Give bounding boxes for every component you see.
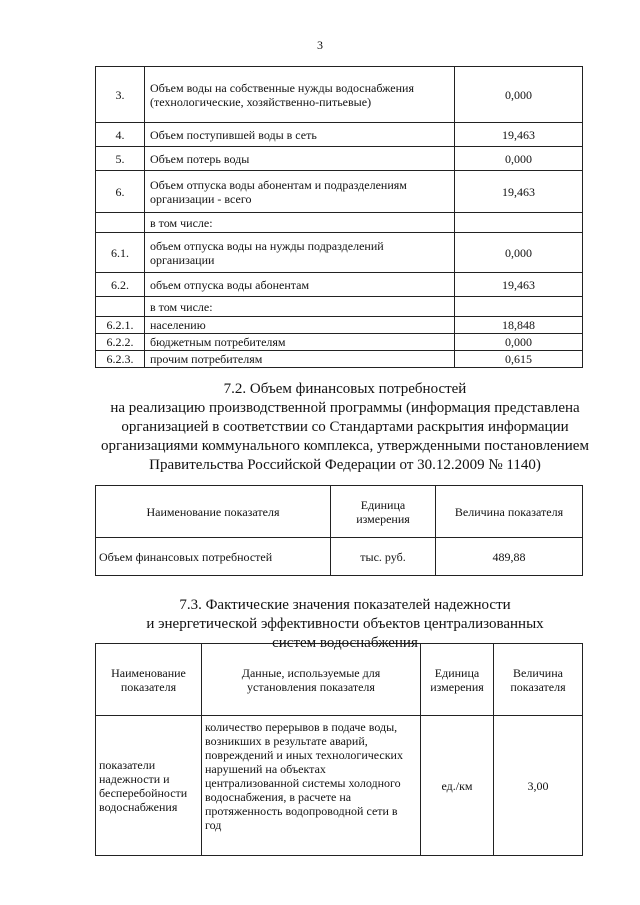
table-header-row	[96, 644, 583, 716]
table-header-row	[96, 486, 583, 538]
table-row	[96, 716, 583, 856]
row-name: Объем отпуска воды абонентам и подразделениям организации - всего	[145, 171, 455, 213]
row-value: 0,000	[455, 334, 583, 351]
row-value	[455, 297, 583, 317]
row-number: 6.	[96, 171, 145, 213]
row-name: в том числе:	[145, 213, 455, 233]
heading-line: организацией в соответствии со Стандартами раскрытия информации	[121, 419, 569, 435]
financial-needs-table	[95, 485, 583, 576]
row-number: 3.	[96, 67, 145, 123]
row-number: 6.2.	[96, 273, 145, 297]
row-description: количество перерывов в подаче воды, возникших в результате аварий, повреждений и иных технологических нарушений на объектах централизованной системы холодного водоснабжения, в расчете на протяженность водопроводной сети в год	[202, 716, 421, 856]
page-number: 3	[317, 38, 323, 52]
column-header: Единица измерения	[421, 644, 494, 716]
heading-line: организациями коммунального комплекса, утвержденными постановлением	[101, 438, 589, 454]
row-number: 6.2.1.	[96, 317, 145, 334]
table-row	[96, 123, 583, 147]
table-row	[96, 297, 583, 317]
heading-line: Правительства Российской Федерации от 30.12.2009 № 1140)	[149, 457, 541, 473]
column-header: Величина показателя	[494, 644, 583, 716]
row-name: прочим потребителям	[145, 351, 455, 368]
table-row	[96, 334, 583, 351]
row-unit: ед./км	[421, 716, 494, 856]
row-name: объем отпуска воды на нужды подразделений организации	[145, 233, 455, 273]
table-row	[96, 538, 583, 576]
table-row	[96, 171, 583, 213]
heading-line: систем водоснабжения	[272, 635, 418, 651]
table-row	[96, 351, 583, 368]
table-row	[96, 273, 583, 297]
row-value: 19,463	[455, 171, 583, 213]
water-volume-table	[95, 66, 583, 368]
row-number: 5.	[96, 147, 145, 171]
row-name: Объем поступившей воды в сеть	[145, 123, 455, 147]
heading-line: на реализацию производственной программы (информация представлена	[110, 400, 580, 416]
row-name: объем отпуска воды абонентам	[145, 273, 455, 297]
heading-line: 7.2. Объем финансовых потребностей	[223, 381, 467, 397]
table-row	[96, 147, 583, 171]
row-name: бюджетным потребителям	[145, 334, 455, 351]
reliability-table	[95, 643, 583, 856]
row-value: 0,615	[455, 351, 583, 368]
row-value: 489,88	[436, 538, 583, 576]
row-value: 18,848	[455, 317, 583, 334]
column-header: Величина показателя	[436, 486, 583, 538]
row-name: Объем потерь воды	[145, 147, 455, 171]
row-value: 19,463	[455, 123, 583, 147]
row-value	[455, 213, 583, 233]
column-header: Наименование показателя	[96, 486, 331, 538]
row-unit: тыс. руб.	[331, 538, 436, 576]
row-name: показатели надежности и бесперебойности водоснабжения	[96, 716, 202, 856]
row-number	[96, 297, 145, 317]
row-value: 0,000	[455, 147, 583, 171]
column-header: Данные, используемые для установления показателя	[202, 644, 421, 716]
row-name: Объем финансовых потребностей	[96, 538, 331, 576]
section-7-2-heading	[95, 380, 595, 475]
row-value: 3,00	[494, 716, 583, 856]
table-row	[96, 67, 583, 123]
row-value: 0,000	[455, 67, 583, 123]
row-number: 6.1.	[96, 233, 145, 273]
row-number: 4.	[96, 123, 145, 147]
row-number: 6.2.2.	[96, 334, 145, 351]
row-name: Объем воды на собственные нужды водоснабжения (технологические, хозяйственно-питьевые)	[145, 67, 455, 123]
heading-line: и энергетической эффективности объектов централизованных	[146, 616, 544, 632]
row-number: 6.2.3.	[96, 351, 145, 368]
row-value: 0,000	[455, 233, 583, 273]
table-row	[96, 213, 583, 233]
table-row	[96, 317, 583, 334]
column-header: Наименование показателя	[96, 644, 202, 716]
table-row	[96, 233, 583, 273]
heading-line: 7.3. Фактические значения показателей надежности	[179, 597, 511, 613]
column-header: Единица измерения	[331, 486, 436, 538]
row-name: населению	[145, 317, 455, 334]
row-number	[96, 213, 145, 233]
row-name: в том числе:	[145, 297, 455, 317]
row-value: 19,463	[455, 273, 583, 297]
